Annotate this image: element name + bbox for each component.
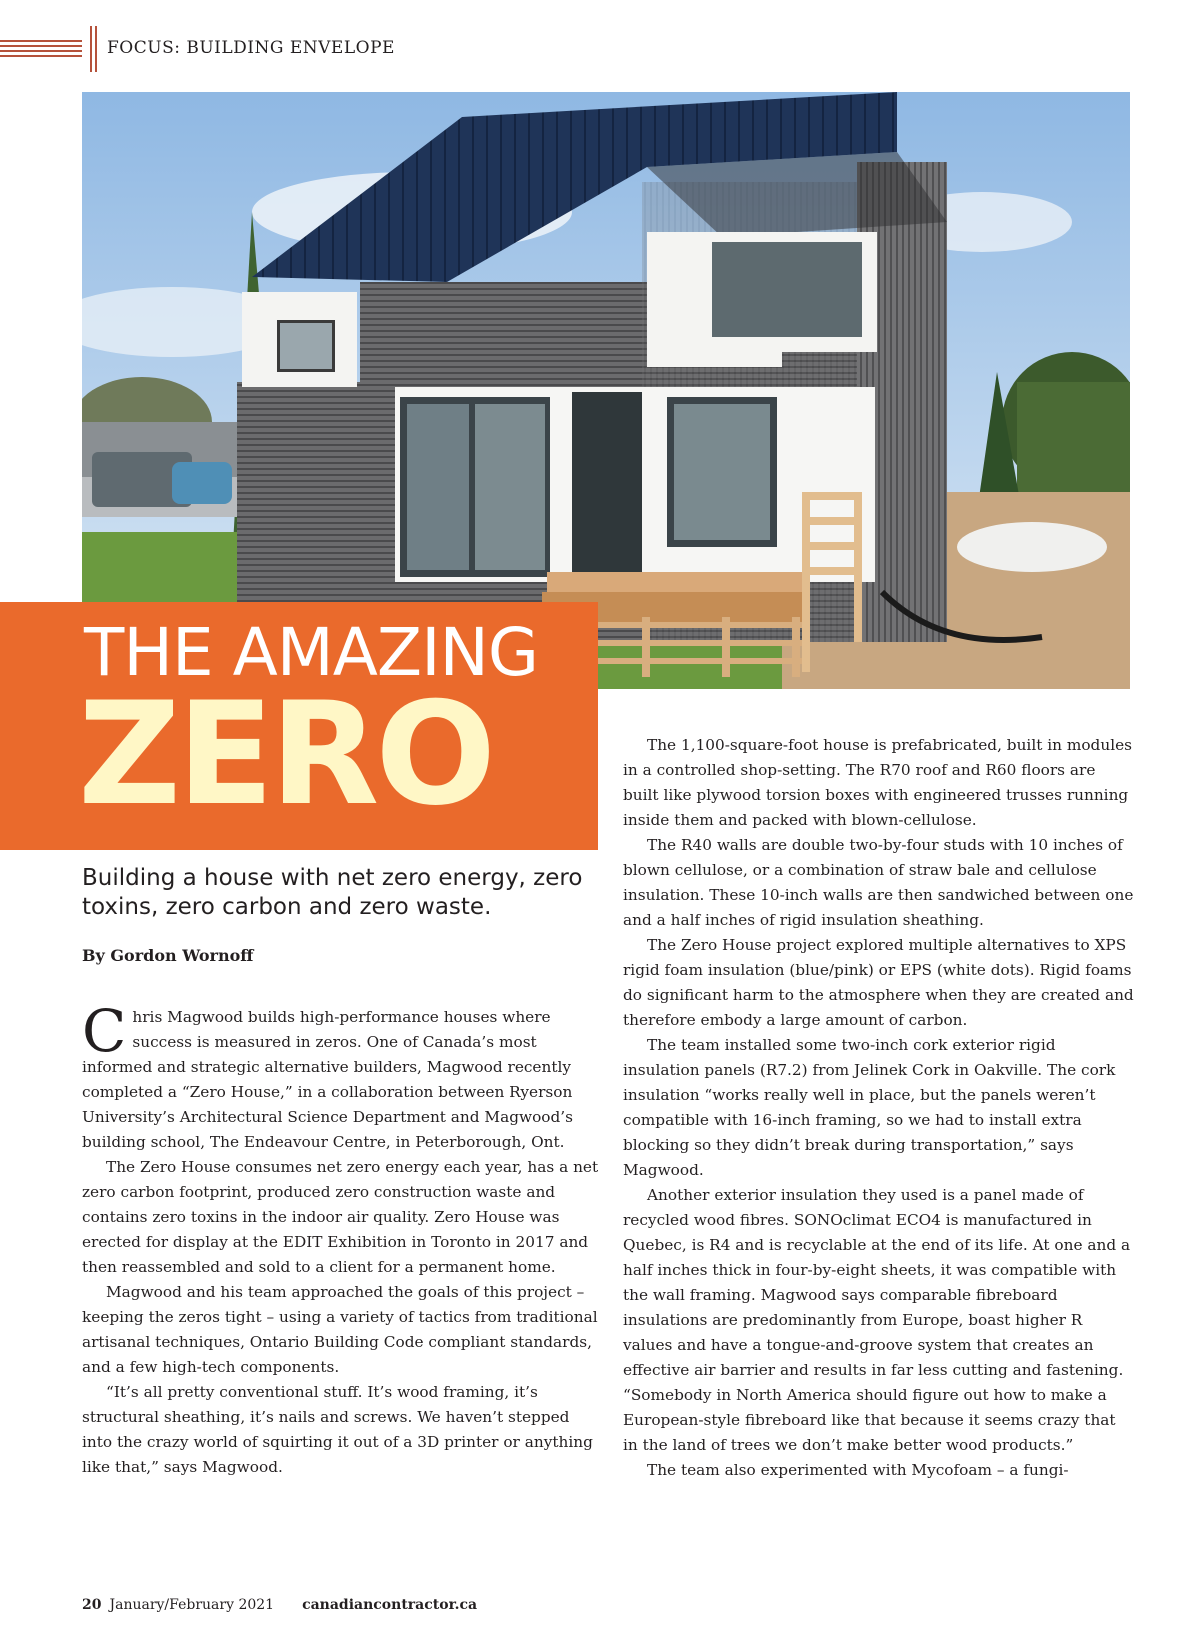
header-rule-lines xyxy=(0,40,82,60)
section-label: FOCUS: BUILDING ENVELOPE xyxy=(107,38,395,58)
headline-line2: ZERO xyxy=(78,672,493,837)
deck-subtitle: Building a house with net zero energy, zero toxins, zero carbon and zero waste. xyxy=(82,865,583,920)
paragraph: Magwood and his team approached the goals of this project – keeping the zeros tight – using a variety of tactics from traditional artisanal techniques, Ontario Building Code compliant standards, and a few high-tech components. xyxy=(82,1283,598,1376)
header-divider xyxy=(95,26,97,72)
paragraph: The team also experimented with Mycofoam – a fungi- xyxy=(647,1461,1069,1479)
paragraph: The Zero House project explored multiple alternatives to XPS rigid foam insulation (blue/pink) or EPS (white dots). Rigid foams do significant harm to the atmosphere when they are created and therefore embody a large amount of carbon. xyxy=(623,936,1134,1029)
page-footer xyxy=(82,1597,477,1613)
byline: By Gordon Wornoff xyxy=(82,946,254,965)
paragraph: Another exterior insulation they used is a panel made of recycled wood fibres. SONOclimat ECO4 is manufactured in Quebec, is R4 and is recyclable at the end of its life. At one and a half inches thick in four-by-eight sheets, it was compatible with the wall framing. Magwood says comparable fibreboard insulations are predominantly from Europe, boast higher R values and have a tongue-and-groove system that creates an effective air barrier and results in far less cutting and fastening. “Somebody in North America should figure out how to make a European-style fibreboard like that because it seems crazy that in the land of trees we don’t make better wood products.” xyxy=(623,1186,1131,1454)
article-column-left xyxy=(82,997,602,1480)
paragraph xyxy=(82,997,602,1155)
house-photo xyxy=(82,92,1130,689)
dropcap: C xyxy=(82,997,127,1065)
article-column-right xyxy=(623,733,1135,1483)
website-link[interactable]: canadiancontractor.ca xyxy=(302,1597,478,1613)
paragraph-text: hris Magwood builds high-performance houses where success is measured in zeros. One of Canada’s most informed and strategic alternative builders, Magwood recently completed a “Zero House,” in a collaboration between Ryerson University’s Architectural Science Department and Magwood’s building school, The Endeavour Centre, in Peterborough, Ont. xyxy=(82,1008,574,1151)
paragraph: “It’s all pretty conventional stuff. It’s wood framing, it’s structural sheathing, it’s nails and screws. We haven’t stepped into the crazy world of squirting it out of a 3D printer or anything like that,” says Magwood. xyxy=(82,1383,593,1476)
paragraph: The Zero House consumes net zero energy each year, has a net zero carbon footprint, produced zero construction waste and contains zero toxins in the indoor air quality. Zero House was erected for display at the EDIT Exhibition in Toronto in 2017 and then reassembled and sold to a client for a permanent home. xyxy=(82,1158,599,1276)
paragraph: The R40 walls are double two-by-four studs with 10 inches of blown cellulose, or a combination of straw bale and cellulose insulation. These 10-inch walls are then sandwiched between one and a half inches of rigid insulation sheathing. xyxy=(623,836,1134,929)
paragraph: The 1,100-square-foot house is prefabricated, built in modules in a controlled shop-setting. The R70 roof and R60 floors are built like plywood torsion boxes with engineered trusses running inside them and packed with blown-cellulose. xyxy=(623,736,1132,829)
issue-date: January/February 2021 xyxy=(109,1597,275,1613)
paragraph: The team installed some two-inch cork exterior rigid insulation panels (R7.2) from Jelinek Cork in Oakville. The cork insulation “works really well in place, but the panels weren’t compatible with 16-inch framing, so we had to install extra blocking so they didn’t break during transportation,” says Magwood. xyxy=(623,1036,1116,1179)
house-illustration xyxy=(82,92,1130,689)
page-number: 20 xyxy=(82,1597,102,1613)
header-divider xyxy=(90,26,92,72)
headline-line1: THE AMAZING xyxy=(84,614,539,691)
